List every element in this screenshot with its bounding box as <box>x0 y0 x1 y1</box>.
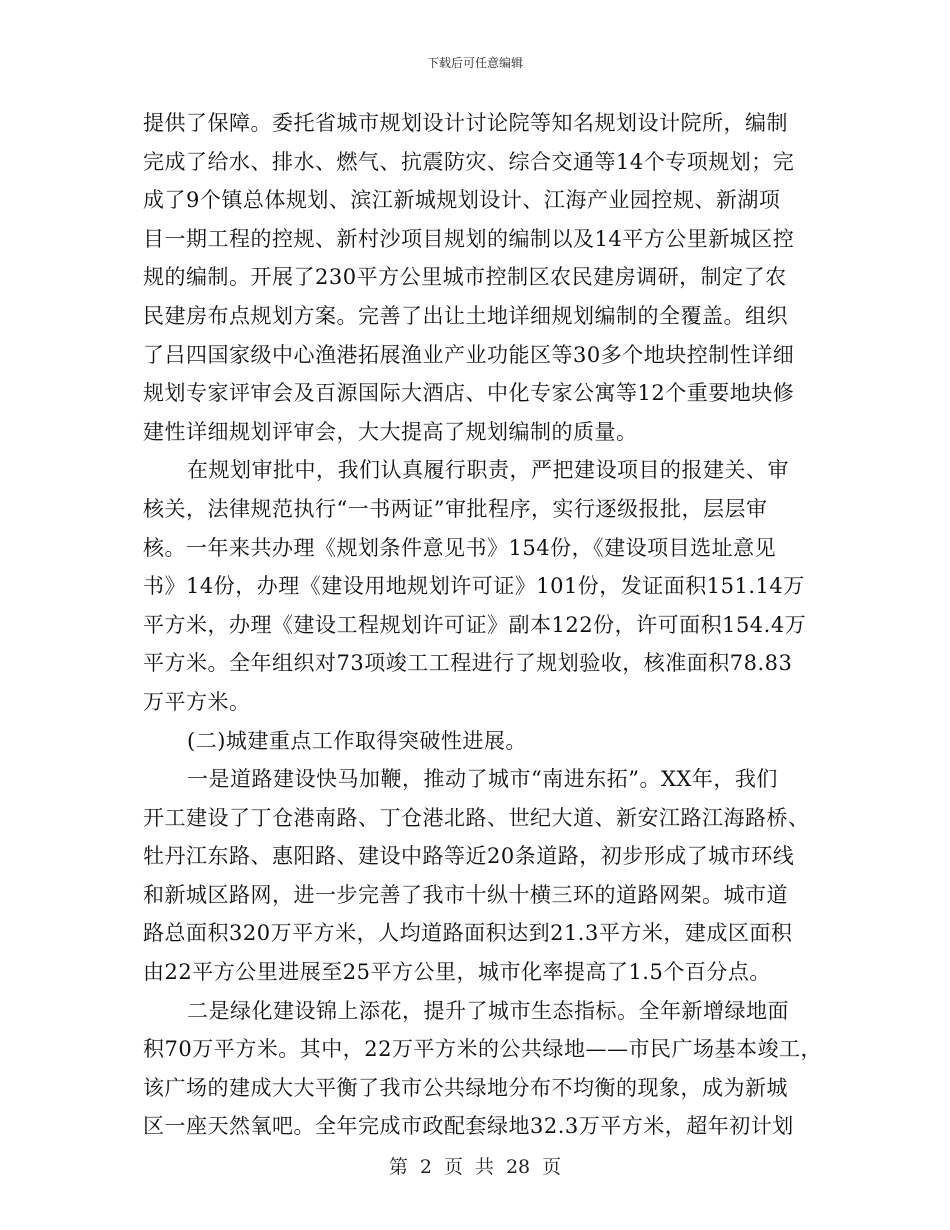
text-line: 由22平方公里进展至25平方公里，城市化率提高了1.5个百分点。 <box>143 960 771 985</box>
text-line: 完成了给水、排水、燃气、抗震防灾、综合交通等14个专项规划；完 <box>143 149 795 174</box>
paragraph-start-line: 二是绿化建设锦上添花，提升了城市生态指标。全年新增绿地面 <box>187 998 789 1023</box>
text-line: 和新城区路网，进一步完善了我市十纵十横三环的道路网架。城市道 <box>143 882 788 907</box>
page-footer <box>0 1152 950 1179</box>
text-line: 建性详细规划评审会，大大提高了规划编制的质量。 <box>143 419 638 444</box>
page-header: 下载后可任意编辑 <box>426 56 523 70</box>
text-line: 核。一年来共办理《规划条件意见书》154份，《建设项目选址意见 <box>143 535 777 560</box>
text-line: 提供了保障。委托省城市规划设计讨论院等知名规划设计院所，编制 <box>143 111 788 135</box>
text-line: 万平方米。 <box>143 689 251 714</box>
text-line: 开工建设了丁仓港南路、丁仓港北路、世纪大道、新安江路江海路桥、 <box>143 805 810 830</box>
current-page-number: 2 <box>419 1156 432 1178</box>
text-line: 规划专家评审会及百源国际大酒店、中化专家公寓等12个重要地块修 <box>143 381 795 406</box>
text-line: 路总面积320万平方米，人均道路面积达到21.3平方米，建成区面积 <box>143 921 793 946</box>
text-line: 成了9个镇总体规划、滨江新城规划设计、江海产业园控规、新湖项 <box>143 188 781 213</box>
document-body <box>143 104 823 1146</box>
text-line: 平方米，办理《建设工程规划许可证》副本122份，许可面积154.4万 <box>143 612 807 637</box>
paragraph-start-line: 在规划审批中，我们认真履行职责，严把建设项目的报建关、审 <box>187 458 789 483</box>
text-line: 民建房布点规划方案。完善了出让土地详细规划编制的全覆盖。组织 <box>143 303 788 328</box>
text-line: 平方米。全年组织对73项竣工工程进行了规划验收，核准面积78.83 <box>143 651 793 676</box>
text-line: 了吕四国家级中心渔港拓展渔业产业功能区等30多个地块控制性详细 <box>143 342 795 367</box>
total-page-count: 28 <box>505 1156 531 1178</box>
footer-page-word: 页 <box>443 1156 463 1178</box>
text-line: 区一座天然氧吧。全年完成市政配套绿地32.3万平方米，超年初计划 <box>143 1114 794 1139</box>
text-line: 该广场的建成大大平衡了我市公共绿地分布不均衡的现象，成为新城 <box>143 1075 788 1100</box>
footer-total-word: 共 <box>474 1156 494 1178</box>
text-line: 积70万平方米。其中，22万平方米的公共绿地——市民广场基本竣工， <box>143 1037 822 1062</box>
text-line: 牡丹江东路、惠阳路、建设中路等近20条道路，初步形成了城市环线 <box>143 844 795 869</box>
text-line: 目一期工程的控规、新村沙项目规划的编制以及14平方公里新城区控 <box>143 226 795 251</box>
text-line: 核关，法律规范执行“一书两证”审批程序，实行逐级报批，层层审 <box>143 496 768 521</box>
paragraph-start-line: 一是道路建设快马加鞭，推动了城市“南进东拓”。XX年，我们 <box>187 767 778 792</box>
text-line: 书》14份，办理《建设用地规划许可证》101份，发证面积151.14万 <box>143 574 805 599</box>
footer-prefix: 第 <box>388 1156 408 1178</box>
section-heading: (二)城建重点工作取得突破性进展。 <box>187 728 527 753</box>
text-line: 规的编制。开展了230平方公里城市控制区农民建房调研，制定了农 <box>143 265 787 290</box>
footer-suffix: 页 <box>542 1156 562 1178</box>
